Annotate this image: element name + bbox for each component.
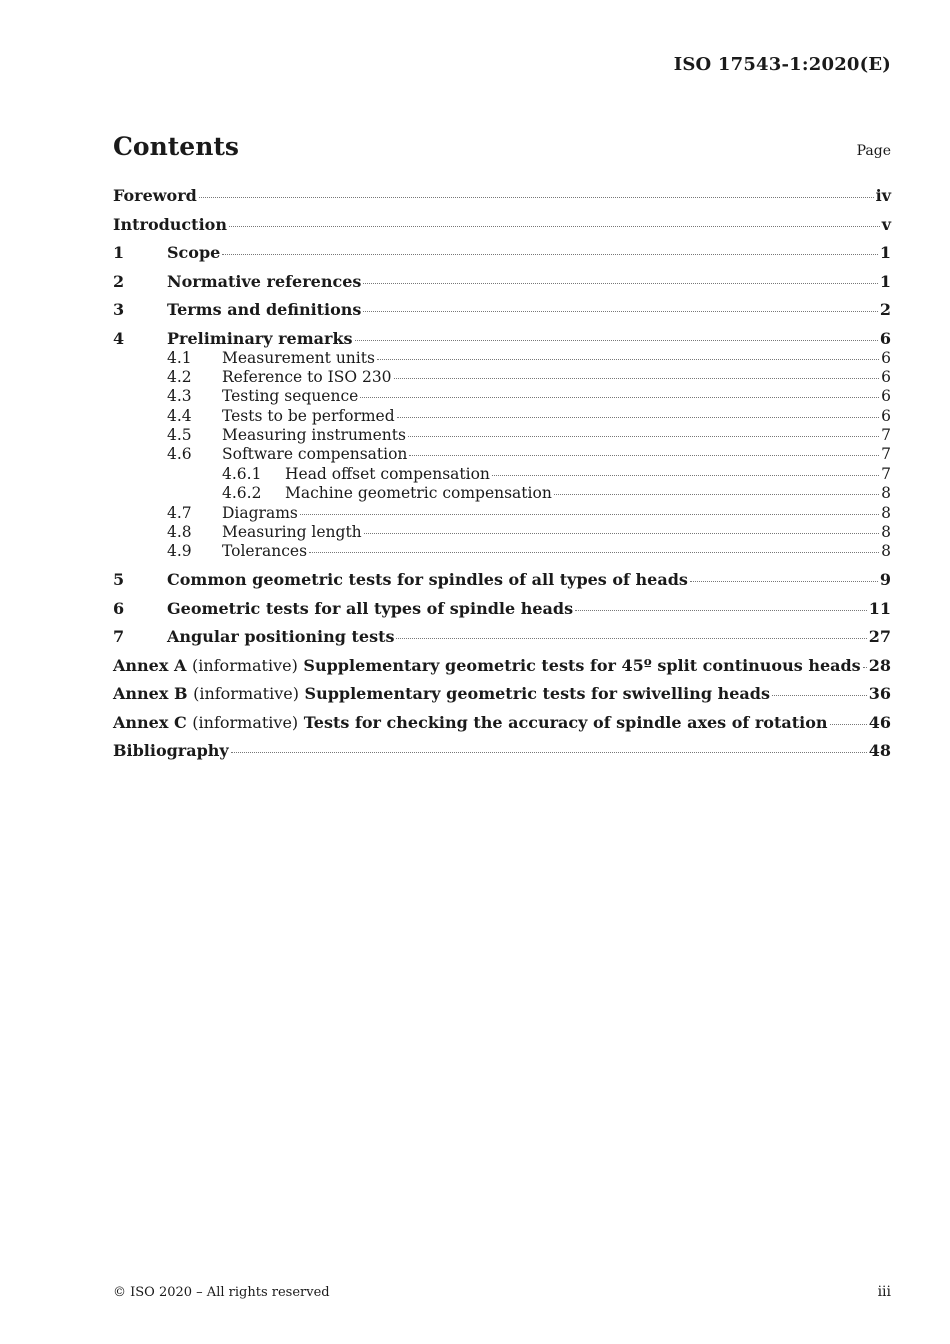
- toc-entry-number: 4.5: [167, 426, 192, 445]
- dot-leader: [492, 475, 879, 476]
- toc-entry-page: 1: [879, 243, 891, 262]
- toc-entry-title-group: [222, 504, 298, 522]
- toc-entry[interactable]: [113, 713, 891, 733]
- toc-entry[interactable]: [113, 349, 891, 368]
- annex-status: (informative): [192, 712, 299, 732]
- toc-entry-number: 4.3: [167, 387, 192, 406]
- toc-entry-title-group: [285, 484, 552, 502]
- toc-entry-page: 48: [868, 741, 891, 761]
- toc-entry-title-group: [113, 741, 229, 760]
- toc-entry[interactable]: [113, 684, 891, 704]
- toc-entry[interactable]: [113, 387, 891, 406]
- toc-entry-number: 3: [113, 300, 125, 319]
- toc-entry-title-group: [167, 627, 394, 646]
- toc-entry-title-group: [222, 349, 375, 367]
- toc-entry-title-group: [113, 713, 828, 732]
- toc-entry-title: Introduction: [113, 214, 227, 234]
- toc-entry-title-group: [222, 445, 407, 463]
- toc-entry-page: 8: [881, 523, 891, 542]
- dot-leader: [364, 533, 879, 534]
- toc-entry-number: 4.9: [167, 542, 192, 561]
- toc-entry-title-group: [113, 186, 197, 205]
- annex-status: (informative): [191, 655, 298, 675]
- dot-leader: [690, 581, 878, 582]
- annex-label: Annex B: [113, 684, 188, 704]
- toc-entry[interactable]: [113, 570, 891, 590]
- toc-entry-number: 1: [113, 243, 125, 262]
- toc-entry-title: Scope: [167, 243, 221, 262]
- toc-entry-number: 5: [113, 570, 125, 590]
- toc-entry-title-group: [113, 215, 227, 234]
- dot-leader: [575, 610, 867, 611]
- toc-entry-number: 6: [113, 598, 125, 618]
- toc-entry-title: Testing sequence: [222, 387, 359, 406]
- toc-entry-page: 1: [879, 271, 891, 291]
- toc-entry-title-group: [222, 387, 358, 405]
- toc-entry-title-group: [222, 407, 395, 425]
- toc-entry-page: 8: [881, 503, 891, 522]
- dot-leader: [309, 552, 879, 553]
- toc-entry-title-group: [167, 570, 688, 589]
- dot-leader: [772, 695, 867, 696]
- toc-entry-number: 4.1: [167, 348, 192, 367]
- toc-entry[interactable]: [113, 426, 891, 445]
- toc-entry-page: 7: [881, 464, 891, 483]
- toc-entry-title-group: [167, 329, 353, 348]
- toc-entry-title: Tests to be performed: [222, 406, 395, 425]
- toc-entry[interactable]: [113, 465, 891, 484]
- toc-entry-number: 4.8: [167, 523, 192, 542]
- dot-leader: [409, 455, 879, 456]
- toc-entry-page: 36: [868, 684, 891, 704]
- toc-entry-title-group: [167, 300, 361, 319]
- toc-entry-number: 4.7: [167, 503, 192, 522]
- toc-entry[interactable]: [113, 504, 891, 523]
- toc-entry-title: Normative references: [167, 271, 362, 291]
- toc-entry-number: 4.6.2: [222, 484, 262, 503]
- toc-entry-page: 7: [881, 426, 891, 445]
- dot-leader: [363, 283, 877, 284]
- toc-entry-page: 6: [881, 406, 891, 425]
- toc-entry[interactable]: [113, 542, 891, 561]
- toc-entry-page: 6: [881, 367, 891, 386]
- toc-entry-title: Geometric tests for all types of spindle heads: [167, 598, 574, 618]
- table-of-contents: [113, 186, 891, 761]
- toc-entry-title: Supplementary geometric tests for swivelling heads: [304, 684, 770, 704]
- dot-leader: [222, 254, 878, 255]
- toc-entry[interactable]: [113, 186, 891, 206]
- toc-entry[interactable]: [113, 368, 891, 387]
- toc-entry-title: Head offset compensation: [285, 464, 490, 483]
- dot-leader: [394, 378, 880, 379]
- dot-leader: [199, 197, 874, 198]
- dot-leader: [397, 417, 879, 418]
- toc-entry-title: Measuring length: [222, 523, 362, 542]
- page-number: iii: [877, 1284, 891, 1300]
- toc-entry[interactable]: [113, 741, 891, 761]
- toc-entry-title: Common geometric tests for spindles of all types of heads: [167, 570, 688, 590]
- annex-label: Annex A: [113, 655, 187, 675]
- toc-entry-number: 4.4: [167, 406, 192, 425]
- document-id: ISO 17543-1:2020(E): [673, 54, 891, 75]
- dot-leader: [863, 667, 867, 668]
- toc-entry-title-group: [167, 599, 573, 618]
- toc-entry-number: 7: [113, 627, 125, 647]
- toc-entry-number: 2: [113, 271, 125, 291]
- toc-entry[interactable]: [113, 599, 891, 619]
- toc-entry-page: 11: [868, 598, 891, 618]
- toc-entry-title: Tests for checking the accuracy of spindle axes of rotation: [303, 712, 828, 732]
- toc-entry[interactable]: [113, 215, 891, 235]
- dot-leader: [363, 311, 877, 312]
- dot-leader: [355, 340, 878, 341]
- dot-leader: [554, 494, 879, 495]
- toc-entry-title: Bibliography: [113, 741, 229, 761]
- annex-status: (informative): [193, 684, 299, 704]
- toc-entry-page: 2: [879, 300, 891, 319]
- dot-leader: [360, 397, 879, 398]
- toc-entry-number: 4.6.1: [222, 464, 262, 483]
- toc-entry-title-group: [222, 426, 406, 444]
- toc-entry-number: 4.2: [167, 367, 192, 386]
- dot-leader: [229, 226, 880, 227]
- toc-entry[interactable]: [113, 484, 891, 503]
- contents-heading-row: [113, 132, 891, 161]
- toc-entry-page: iv: [875, 186, 891, 205]
- toc-entry-title: Measurement units: [222, 348, 375, 367]
- copyright-notice: © ISO 2020 – All rights reserved: [113, 1285, 330, 1300]
- toc-entry[interactable]: [113, 627, 891, 647]
- dot-leader: [830, 724, 867, 725]
- toc-entry-title: Reference to ISO 230: [222, 367, 392, 386]
- toc-entry[interactable]: [113, 300, 891, 320]
- toc-entry-title: Foreword: [113, 186, 197, 205]
- toc-entry[interactable]: [113, 445, 891, 464]
- toc-entry-page: 7: [881, 445, 891, 464]
- toc-entry-title: Software compensation: [222, 445, 408, 464]
- toc-entry-page: 8: [881, 542, 891, 561]
- toc-entry-title: Terms and definitions: [167, 300, 362, 319]
- toc-entry-title-group: [222, 523, 362, 541]
- toc-entry-title-group: [222, 368, 392, 386]
- toc-entry-title-group: [113, 656, 861, 675]
- toc-entry-page: 28: [868, 655, 891, 675]
- toc-entry-page: 6: [879, 328, 891, 348]
- toc-entry-title: Measuring instruments: [222, 426, 406, 445]
- toc-entry-title: Supplementary geometric tests for 45º split continuous heads: [303, 655, 861, 675]
- toc-entry-title: Angular positioning tests: [167, 627, 395, 647]
- toc-entry[interactable]: [113, 407, 891, 426]
- toc-entry-title: Preliminary remarks: [167, 328, 353, 348]
- toc-entry-page: v: [881, 214, 891, 234]
- toc-entry-page: 46: [868, 712, 891, 732]
- page-footer: [113, 1284, 891, 1300]
- dot-leader: [377, 359, 879, 360]
- toc-entry-page: 6: [881, 387, 891, 406]
- contents-title: Contents: [113, 132, 240, 161]
- toc-entry-page: 9: [879, 570, 891, 590]
- toc-entry-page: 8: [881, 484, 891, 503]
- toc-entry-number: 4.6: [167, 445, 192, 464]
- toc-entry-title-group: [167, 243, 220, 262]
- toc-entry-page: 27: [868, 627, 891, 647]
- toc-entry[interactable]: [113, 329, 891, 349]
- toc-entry-title-group: [222, 542, 307, 560]
- toc-entry[interactable]: [113, 272, 891, 292]
- toc-entry-title-group: [167, 272, 361, 291]
- dot-leader: [300, 514, 879, 515]
- page-column-label: Page: [856, 143, 891, 159]
- dot-leader: [231, 752, 867, 753]
- toc-entry-title: Tolerances: [222, 542, 308, 561]
- toc-entry-title: Diagrams: [222, 503, 298, 522]
- toc-entry-title: Machine geometric compensation: [285, 484, 552, 503]
- dot-leader: [408, 436, 879, 437]
- toc-entry-title-group: [285, 465, 490, 483]
- toc-entry[interactable]: [113, 243, 891, 263]
- dot-leader: [396, 638, 866, 639]
- toc-entry-page: 6: [881, 348, 891, 367]
- annex-label: Annex C: [113, 712, 187, 732]
- toc-entry[interactable]: [113, 523, 891, 542]
- toc-entry[interactable]: [113, 656, 891, 676]
- toc-entry-number: 4: [113, 328, 125, 348]
- toc-entry-title-group: [113, 684, 770, 703]
